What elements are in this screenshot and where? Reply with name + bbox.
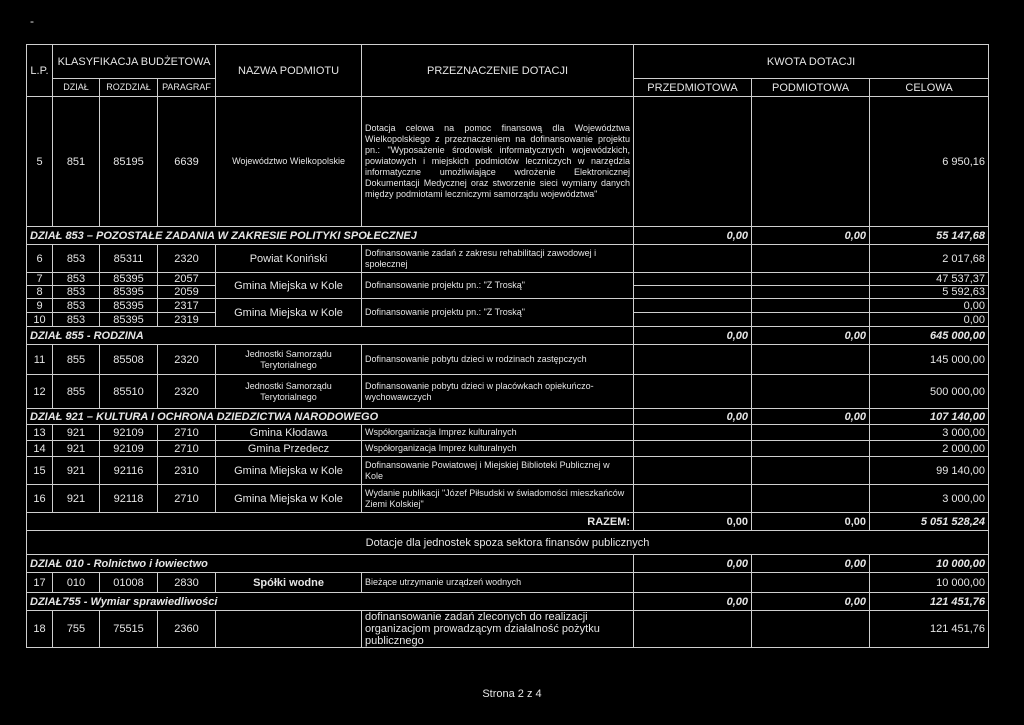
header-nazwa: NAZWA PODMIOTU (216, 45, 362, 97)
page-mark: - (30, 14, 34, 28)
header-rozdzial: ROZDZIAŁ (100, 79, 158, 97)
header-kwota: KWOTA DOTACJI (634, 45, 989, 79)
table-row: 15 921 92116 2310 Gmina Miejska w Kole Dofinansowanie Powiatowej i Miejskiej Biblioteki Publicznej w Kole 99 140,00 (27, 457, 989, 485)
header-podmiotowa: PODMIOTOWA (752, 79, 870, 97)
section-row-755: DZIAŁ755 - Wymiar sprawiedliwości 0,00 0,00 121 451,76 (27, 593, 989, 611)
header-lp: L.P. (27, 45, 53, 97)
page-footer: Strona 2 z 4 (482, 688, 542, 700)
table-row: 5 851 85195 6639 Województwo Wielkopolskie Dotacja celowa na pomoc finansową dla Województwa Wielkopolskiego z przeznaczeniem na dofinansowanie projektu pn.: "Wyposażenie środowisk informatycznych wojewódzkich, powiatowych i miejskich podmiotów leczniczych w narzędzia informatyczne umożliwiające wdrożenie Elektronicznej Dokumentacji Medycznej oraz stworzenie sieci wymiany danych między podmiotami leczniczymi samorządu województwa" 6 950,16 (27, 97, 989, 227)
table-row: 18 755 75515 2360 dofinansowanie zadań zleconych do realizacji organizacjom prowadzącym działalność pożytku publicznego 121 451,76 (27, 611, 989, 648)
table-row: 12 855 85510 2320 Jednostki Samorządu Terytorialnego Dofinansowanie pobytu dzieci w placówkach opiekuńczo-wychowawczych 500 000,00 (27, 375, 989, 409)
header-dzial: DZIAŁ (53, 79, 100, 97)
table-row: 17 010 01008 2830 Spółki wodne Bieżące utrzymanie urządzeń wodnych 10 000,00 (27, 573, 989, 593)
table-row: 10 853 85395 2319 0,00 (27, 313, 989, 327)
subtitle-row (27, 531, 989, 555)
table-row: 16 921 92118 2710 Gmina Miejska w Kole Wydanie publikacji "Józef Piłsudski w świadomości mieszkańców Ziemi Kolskiej" 3 000,00 (27, 485, 989, 513)
subsidy-table (26, 44, 989, 648)
table-row: 6 853 85311 2320 Powiat Koniński Dofinansowanie zadań z zakresu rehabilitacji zawodowej i społecznej 2 017,68 (27, 245, 989, 273)
header-klasyfikacja: KLASYFIKACJA BUDŻETOWA (53, 45, 216, 79)
section-subtitle: Dotacje dla jednostek spoza sektora finansów publicznych (27, 531, 989, 555)
header-row-1 (27, 45, 989, 79)
section-row-921: DZIAŁ 921 – KULTURA I OCHRONA DZIEDZICTWA NARODOWEGO 0,00 0,00 107 140,00 (27, 409, 989, 425)
table-row: 9 853 85395 2317 Gmina Miejska w Kole Dofinansowanie projektu pn.: "Z Troską" 0,00 (27, 299, 989, 313)
header-przeznaczenie: PRZEZNACZENIE DOTACJI (362, 45, 634, 97)
section-row-853: DZIAŁ 853 – POZOSTAŁE ZADANIA W ZAKRESIE POLITYKI SPOŁECZNEJ 0,00 0,00 55 147,68 (27, 227, 989, 245)
table-row: 11 855 85508 2320 Jednostki Samorządu Terytorialnego Dofinansowanie pobytu dzieci w rodzinach zastępczych 145 000,00 (27, 345, 989, 375)
table-row: 8 853 85395 2059 5 592,63 (27, 286, 989, 299)
header-przedmiotowa: PRZEDMIOTOWA (634, 79, 752, 97)
section-row-010: DZIAŁ 010 - Rolnictwo i łowiectwo 0,00 0,00 10 000,00 (27, 555, 989, 573)
table-row: 14 921 92109 2710 Gmina Przedecz Współorganizacja Imprez kulturalnych 2 000,00 (27, 441, 989, 457)
section-row-855: DZIAŁ 855 - RODZINA 0,00 0,00 645 000,00 (27, 327, 989, 345)
table-row: 13 921 92109 2710 Gmina Kłodawa Współorganizacja Imprez kulturalnych 3 000,00 (27, 425, 989, 441)
table-row: 7 853 85395 2057 Gmina Miejska w Kole Dofinansowanie projektu pn.: "Z Troską" 47 537,37 (27, 273, 989, 286)
header-paragraf: PARAGRAF (158, 79, 216, 97)
total-row: RAZEM: 0,00 0,00 5 051 528,24 (27, 513, 989, 531)
header-celowa: CELOWA (870, 79, 989, 97)
